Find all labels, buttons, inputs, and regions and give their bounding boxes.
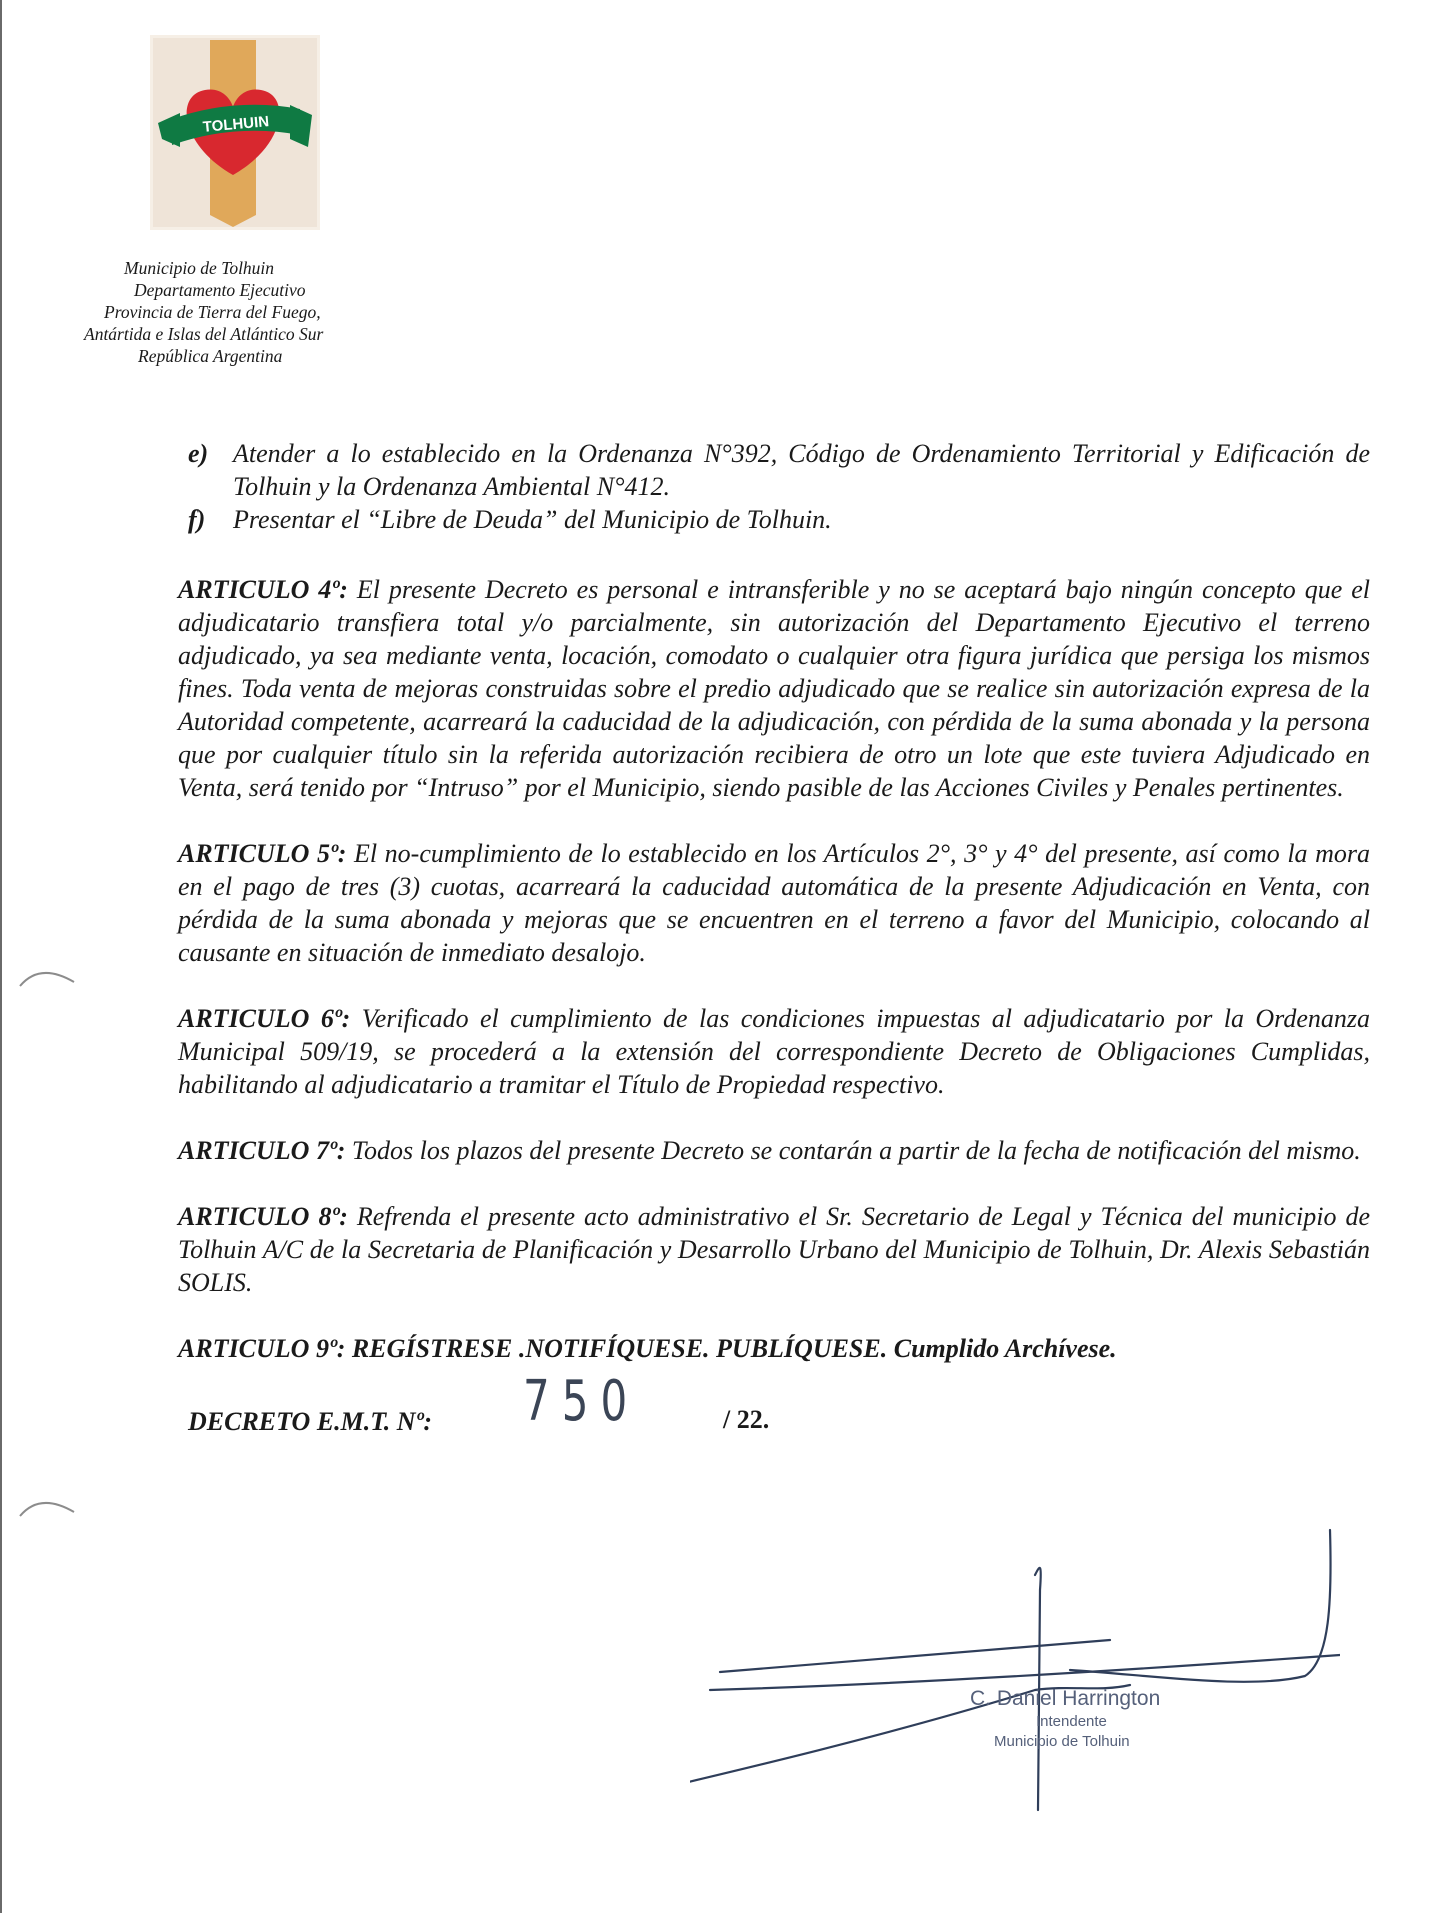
article-text: Todos los plazos del presente Decreto se contarán a partir de la fecha de notificación del mismo.	[345, 1136, 1361, 1165]
article-text: Verificado el cumplimiento de las condiciones impuestas al adjudicatario por la Ordenanza Municipal 509/19, se procederá a la extensión del correspondiente Decreto de Obligaciones Cumplidas, habilitando al adjudicatario a tramitar el Título de Propiedad respectivo.	[178, 1004, 1370, 1099]
letterhead-line: Antártida e Islas del Atlántico Sur	[84, 324, 324, 344]
decree-year: / 22.	[723, 1405, 770, 1434]
list-item-text: Presentar el “Libre de Deuda” del Municipio de Tolhuin.	[233, 505, 832, 534]
list-item-label: f)	[188, 505, 206, 534]
decree-number-stamp: 750	[523, 1369, 640, 1434]
page-edge	[0, 0, 2, 1913]
logo-text: TOLHUIN	[202, 113, 270, 136]
article-text: REGÍSTRESE .NOTIFÍQUESE. PUBLÍQUESE. Cumplido Archívese.	[345, 1334, 1117, 1363]
handwritten-signature	[690, 1520, 1340, 1820]
article-6	[178, 1002, 1370, 1101]
article-8	[178, 1200, 1370, 1299]
decree-label: DECRETO E.M.T. Nº:	[188, 1407, 433, 1436]
article-heading: ARTICULO 8º:	[178, 1202, 348, 1231]
punch-hole-mark	[18, 960, 78, 990]
signer-role: Intendente	[1036, 1713, 1107, 1730]
article-text: Refrenda el presente acto administrativo el Sr. Secretario de Legal y Técnica del municipio de Tolhuin A/C de la Secretaria de Planificación y Desarrollo Urbano del Municipio de Tolhuin, Dr. Alexis Sebastián SOLIS.	[178, 1202, 1371, 1297]
letterhead-line: Municipio de Tolhuin	[124, 258, 275, 278]
letterhead-line: Provincia de Tierra del Fuego,	[104, 302, 321, 322]
decree-body	[178, 437, 1370, 1445]
article-heading: ARTICULO 9º:	[178, 1334, 346, 1363]
article-heading: ARTICULO 5º:	[178, 839, 347, 868]
article-heading: ARTICULO 4º:	[178, 575, 348, 604]
letterhead-line: República Argentina	[138, 346, 283, 366]
article-4	[178, 573, 1370, 804]
article-text: El no-cumplimiento de lo establecido en los Artículos 2°, 3° y 4° del presente, así como la mora en el pago de tres (3) cuotas, acarreará la caducidad automática de la presente Adjudicación en Venta, con pérdida de la suma abonada y mejoras que se encuentren en el terreno a favor del Municipio, colocando al causante en situación de inmediato desalojo.	[178, 839, 1370, 967]
article-text: El presente Decreto es personal e intransferible y no se aceptará bajo ningún concepto que el adjudicatario transfiera total y/o parcialmente, sin autorización del Departamento Ejecutivo el terreno adjudicado, ya sea mediante venta, locación, comodato o cualquier otra figura jurídica que persiga los mismos fines. Toda venta de mejoras construidas sobre el predio adjudicado que se realice sin autorización expresa de la Autoridad competente, acarreará la caducidad de la adjudicación, con pérdida de la suma abonada y la persona que por cualquier título sin la referida autorización recibiera de otro un lote que este tuviera Adjudicado en Venta, será tenido por “Intruso” por el Municipio, siendo pasible de las Acciones Civiles y Penales pertinentes.	[178, 575, 1370, 802]
list-item	[178, 437, 1370, 503]
decree-number-line	[178, 1369, 1370, 1445]
article-5	[178, 837, 1370, 969]
punch-hole-mark	[18, 1490, 78, 1520]
article-9	[178, 1332, 1370, 1365]
list-item	[178, 503, 1370, 536]
tolhuin-coat-of-arms-logo	[150, 35, 320, 230]
letterhead	[70, 257, 400, 367]
letterhead-line: Departamento Ejecutivo	[134, 280, 306, 300]
signer-organization: Municipio de Tolhuin	[994, 1733, 1130, 1750]
signer-name: C. Daniel Harrington	[970, 1687, 1161, 1710]
article-heading: ARTICULO 7º:	[178, 1136, 346, 1165]
list-item-text: Atender a lo establecido en la Ordenanza N°392, Código de Ordenamiento Territorial y Edificación de Tolhuin y la Ordenanza Ambiental N°412.	[233, 439, 1370, 501]
article-heading: ARTICULO 6º:	[178, 1004, 351, 1033]
list-item-label: e)	[188, 439, 209, 468]
article-7	[178, 1134, 1370, 1167]
